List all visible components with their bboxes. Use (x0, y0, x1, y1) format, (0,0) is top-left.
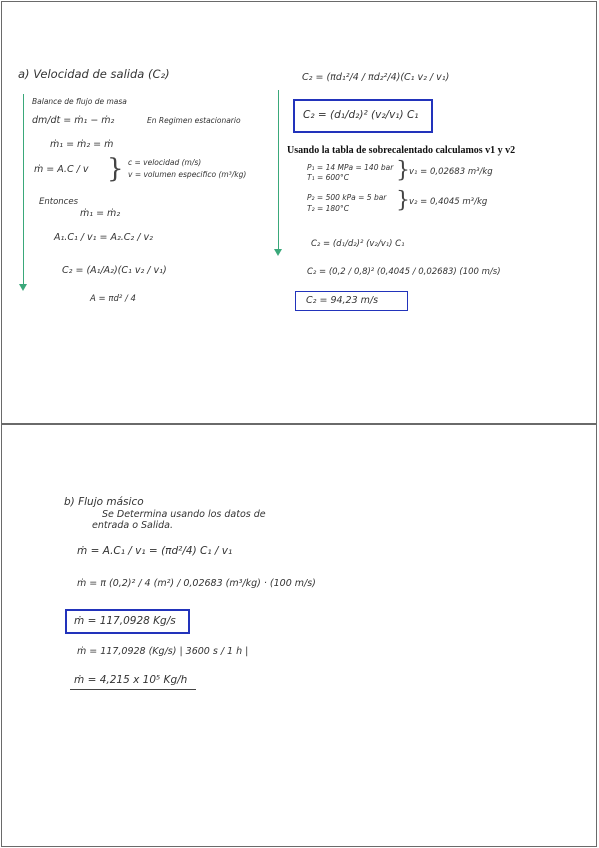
part-b-heading: b) Flujo másico (64, 496, 144, 508)
notebook-page-2 (1, 424, 597, 847)
mass-flow-result: ṁ = 117,0928 Kg/s (74, 615, 176, 627)
steady-state-note: En Regimen estacionario (147, 116, 241, 125)
c2-repeat-equation: C₂ = (d₁/d₂)² (v₂/v₁) C₁ (311, 239, 405, 249)
flow-arrow-left-head (19, 284, 27, 291)
state2-temperature: T₂ = 180°C (307, 204, 349, 213)
c2-final-result: C₂ = 94,23 m/s (306, 295, 379, 306)
mass-balance-equation: dm/dt = ṁ₁ − ṁ₂ (32, 115, 115, 126)
mass-flow-conversion: ṁ = 117,0928 (Kg/s) | 3600 s / 1 h | (77, 646, 249, 657)
flow-arrow-right (278, 90, 279, 250)
v2-value: v₂ = 0,4045 m³/kg (409, 197, 488, 207)
legend-velocity: c = velocidad (m/s) (128, 158, 202, 167)
v1-value: v₁ = 0,02683 m³/kg (409, 167, 493, 177)
flow-arrow-left (23, 94, 24, 284)
legend-brace: } (107, 154, 124, 184)
part-b-note-line2: entrada o Salida. (92, 520, 174, 531)
flow-arrow-right-head (274, 249, 282, 256)
final-answer-underline (70, 689, 196, 690)
mass-flow-equality: ṁ₁ = ṁ₂ = ṁ (50, 139, 114, 150)
mass-flow-equation-1: ṁ = A.C₁ / v₁ = (πd²/4) C₁ / v₁ (77, 545, 233, 557)
c2-simplified-equation: C₂ = (d₁/d₂)² (v₂/v₁) C₁ (303, 109, 419, 121)
part-b-note-line1: Se Determina usando los datos de (102, 509, 266, 520)
part-a-heading: a) Velocidad de salida (C₂) (18, 67, 170, 81)
mass-flow-final: ṁ = 4,215 x 10⁵ Kg/h (74, 674, 188, 686)
mass-flow-equation-2: ṁ = π (0,2)² / 4 (m²) / 0,02683 (m³/kg) · (100 m/s) (77, 578, 316, 589)
c2-diameter-equation: C₂ = (πd₁²/4 / πd₂²/4)(C₁ v₂ / v₁) (302, 72, 450, 83)
entonces-label: Entonces (39, 197, 79, 207)
legend-specific-volume: v = volumen especifico (m³/kg) (128, 170, 247, 179)
c2-area-equation: C₂ = (A₁/A₂)(C₁ v₂ / v₁) (62, 265, 167, 276)
state1-temperature: T₁ = 600°C (307, 173, 349, 182)
state2-pressure: P₂ = 500 kPa = 5 bar (307, 193, 387, 202)
state2-brace: } (396, 188, 410, 213)
mass-balance-title: Balance de flujo de masa (32, 97, 127, 106)
area-definition: A = πd² / 4 (90, 294, 136, 304)
state1-pressure: P₁ = 14 MPa = 140 bar (307, 163, 394, 172)
mass-flow-equality-b: ṁ₁ = ṁ₂ (80, 208, 121, 219)
table-note: Usando la tabla de sobrecalentado calculamos v1 y v2 (287, 145, 516, 156)
state1-brace: } (396, 158, 410, 183)
mass-flow-definition: ṁ = A.C / v (34, 164, 89, 175)
notebook-page-1 (1, 1, 597, 424)
continuity-equation: A₁.C₁ / v₁ = A₂.C₂ / v₂ (54, 232, 153, 243)
c2-substituted-equation: C₂ = (0,2 / 0,8)² (0,4045 / 0,02683) (100 m/s) (307, 267, 501, 277)
